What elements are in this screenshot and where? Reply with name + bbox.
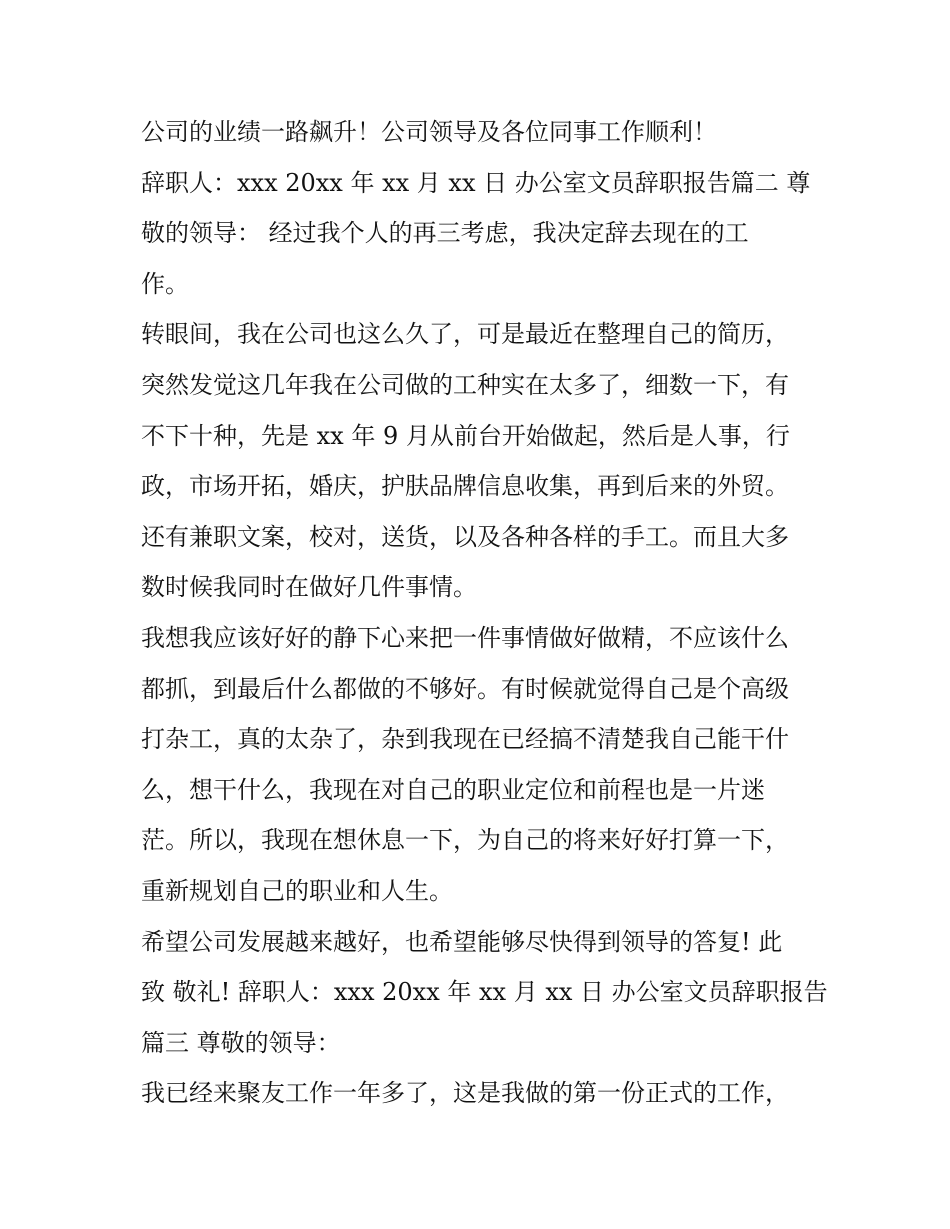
text-line: 致 敬礼! 辞职人：xxx 20xx 年 xx 月 xx 日 办公室文员辞职报告	[141, 978, 828, 1007]
text-line: 都抓，到最后什么都做的不够好。有时候就觉得自己是个高级	[141, 674, 789, 703]
text-line: 公司的业绩一路飙升！公司领导及各位同事工作顺利！	[141, 118, 717, 146]
text-line: 我已经来聚友工作一年多了，这是我做的第一份正式的工作，	[141, 1079, 789, 1108]
text-line: 茫。所以，我现在想休息一下，为自己的将来好好打算一下，	[141, 826, 789, 855]
text-line: 还有兼职文案，校对，送货，以及各种各样的手工。而且大多	[141, 522, 789, 551]
text-line: 转眼间，我在公司也这么久了，可是最近在整理自己的简历，	[141, 320, 789, 349]
text-line: 不下十种，先是 xx 年 9 月从前台开始做起，然后是人事，行	[141, 421, 790, 450]
text-line: 数时候我同时在做好几件事情。	[141, 573, 477, 602]
text-line: 政，市场开拓，婚庆，护肤品牌信息收集，再到后来的外贸。	[141, 472, 789, 501]
text-line: 么，想干什么，我现在对自己的职业定位和前程也是一片迷	[141, 775, 765, 804]
text-line: 打杂工，真的太杂了，杂到我现在已经搞不清楚我自己能干什	[141, 725, 789, 754]
text-line: 重新规划自己的职业和人生。	[141, 876, 453, 905]
text-line: 作。	[141, 269, 189, 298]
text-line: 希望公司发展越来越好，也希望能够尽快得到领导的答复! 此	[141, 927, 783, 956]
text-line: 敬的领导： 经过我个人的再三考虑，我决定辞去现在的工	[141, 219, 749, 248]
document-body	[141, 107, 828, 1119]
text-line: 辞职人：xxx 20xx 年 xx 月 xx 日 办公室文员辞职报告篇二 尊	[141, 168, 811, 197]
text-line: 篇三 尊敬的领导：	[141, 1028, 341, 1057]
text-line: 我想我应该好好的静下心来把一件事情做好做精，不应该什么	[141, 623, 789, 652]
text-line: 突然发觉这几年我在公司做的工种实在太多了，细数一下，有	[141, 370, 789, 399]
